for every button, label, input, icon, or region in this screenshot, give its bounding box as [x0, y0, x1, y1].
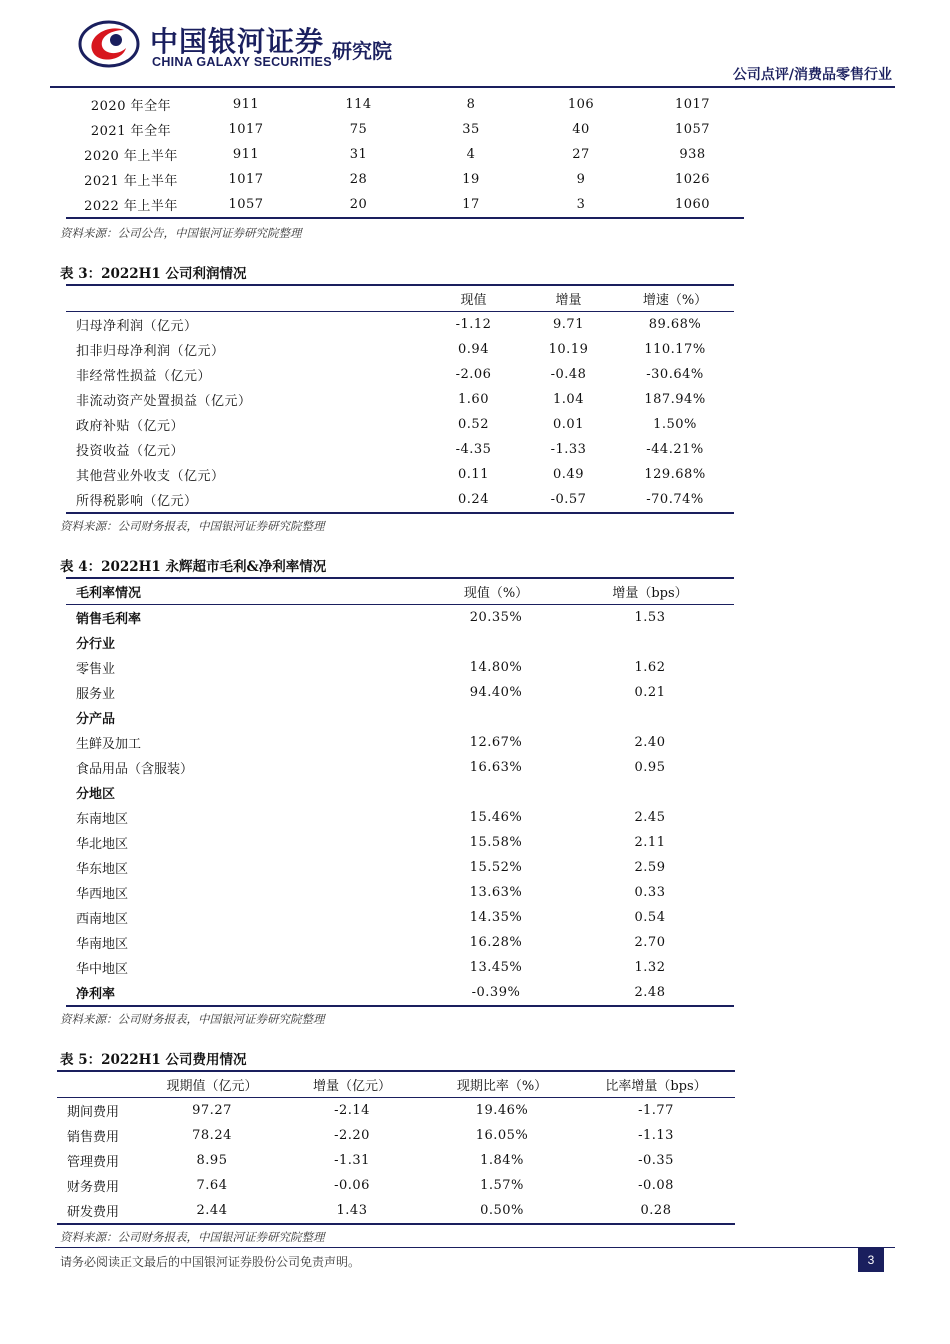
table-cell: 0.33: [634, 885, 666, 900]
brand-name-en: CHINA GALAXY SECURITIES: [152, 55, 332, 69]
table-4-header: 增量（bps）: [566, 578, 734, 605]
table-cell: 17: [462, 197, 480, 212]
table-cell: 1.60: [458, 392, 489, 407]
table-cell: -2.20: [334, 1128, 370, 1143]
table-row: [57, 1098, 735, 1124]
header-divider: [50, 86, 895, 88]
table-3-title: 表 3：2022H1 公司利润情况: [60, 266, 247, 282]
table-row: [66, 92, 744, 117]
table-5-header: 比率增量（bps）: [577, 1071, 735, 1098]
table-row: [66, 167, 744, 192]
table-cell: 1060: [674, 197, 711, 212]
table-row: [66, 192, 744, 218]
table-row: [57, 1198, 735, 1224]
table-row: [66, 337, 734, 362]
table-cell: 0.94: [458, 342, 489, 357]
table-cell: -1.77: [638, 1103, 674, 1118]
table-4-margin: [66, 577, 734, 1007]
table-cell: -1.33: [550, 442, 587, 457]
table-cell: 2.45: [634, 810, 666, 825]
row-label: 西南地区: [76, 912, 129, 927]
table-cell: 2020 年全年: [90, 99, 172, 114]
table-4-header: 现值（%）: [426, 578, 566, 605]
table-cell: -44.21%: [646, 442, 704, 457]
table-cell: 1.43: [336, 1203, 368, 1218]
table-cell: [566, 705, 734, 730]
table-cell: 14.35%: [469, 910, 523, 925]
table-2-continued: [66, 92, 744, 219]
table-cell: 13.63%: [469, 885, 523, 900]
table-5-source: 资料来源：公司财务报表，中国银河证券研究院整理: [60, 1230, 325, 1244]
table-cell: 1026: [674, 172, 711, 187]
row-label: 期间费用: [67, 1105, 120, 1120]
table-cell: 1017: [228, 172, 264, 187]
table-cell: 31: [349, 147, 368, 162]
table-cell: 0.54: [634, 910, 666, 925]
table-row: [66, 955, 734, 980]
table-cell: 2020 年上半年: [84, 149, 178, 164]
table-cell: -2.14: [334, 1103, 370, 1118]
row-label: 其他营业外收支（亿元）: [76, 469, 225, 484]
table-cell: 0.24: [458, 492, 489, 507]
table-cell: 75: [349, 122, 368, 137]
table-cell: 911: [232, 97, 260, 112]
table-cell: 19.46%: [475, 1103, 529, 1118]
table-cell: 10.19: [548, 342, 589, 357]
table-row: [66, 730, 734, 755]
table-cell: 187.94%: [644, 392, 706, 407]
table-5-expenses: [57, 1070, 735, 1225]
table-3-profit: [66, 284, 734, 514]
table-3-header: 增量: [521, 285, 616, 312]
table-cell: 20.35%: [469, 610, 523, 625]
table-row: [66, 462, 734, 487]
row-label: 所得税影响（亿元）: [76, 494, 198, 509]
table-cell: 1017: [674, 97, 711, 112]
table-cell: 110.17%: [644, 342, 706, 357]
row-label: 东南地区: [76, 812, 129, 827]
table-cell: 2021 年上半年: [84, 174, 178, 189]
table-cell: 0.50%: [480, 1203, 524, 1218]
table-3-header-row: [66, 285, 734, 312]
table-cell: 15.58%: [469, 835, 523, 850]
row-label: 管理费用: [67, 1155, 120, 1170]
row-label: 零售业: [76, 662, 116, 677]
table-cell: 911: [232, 147, 260, 162]
table-cell: 1.53: [634, 610, 666, 625]
table-2-source: 资料来源：公司公告，中国银河证券研究院整理: [60, 226, 302, 240]
table-cell: 4: [466, 147, 476, 162]
table-cell: 1.32: [634, 960, 666, 975]
table-cell: 9.71: [553, 317, 584, 332]
table-row: [66, 805, 734, 830]
table-cell: 2.40: [634, 735, 666, 750]
table-row: [66, 655, 734, 680]
table-cell: -1.12: [455, 317, 492, 332]
table-cell: 9: [576, 172, 586, 187]
table-row: [66, 680, 734, 705]
table-cell: 89.68%: [648, 317, 702, 332]
table-cell: 13.45%: [469, 960, 523, 975]
table-cell: 16.28%: [469, 935, 523, 950]
table-cell: 15.52%: [469, 860, 523, 875]
table-row: [66, 630, 734, 655]
table-row: [66, 312, 734, 338]
table-cell: 14.80%: [469, 660, 523, 675]
table-5-header-row: [57, 1071, 735, 1098]
row-label: 华北地区: [76, 837, 129, 852]
table-cell: -70.74%: [646, 492, 704, 507]
institute-label: 研究院: [332, 39, 392, 63]
table-cell: 94.40%: [469, 685, 523, 700]
table-cell: 1.50%: [653, 417, 697, 432]
table-row: [66, 905, 734, 930]
row-label: 食品用品（含服装）: [76, 762, 194, 777]
report-category: 公司点评/消费品零售行业: [732, 67, 892, 83]
row-label: 研发费用: [67, 1205, 120, 1220]
table-cell: -1.31: [334, 1153, 370, 1168]
table-cell: 1.04: [553, 392, 584, 407]
row-label: 非流动资产处置损益（亿元）: [76, 394, 252, 409]
table-cell: 78.24: [192, 1128, 232, 1143]
table-cell: 114: [345, 97, 372, 112]
table-cell: 1.84%: [480, 1153, 524, 1168]
row-label: 投资收益（亿元）: [76, 444, 185, 459]
table-cell: -0.57: [550, 492, 587, 507]
table-cell: 2.48: [634, 985, 666, 1000]
row-label: 服务业: [76, 687, 116, 702]
table-5-header: [57, 1071, 147, 1098]
table-cell: 129.68%: [644, 467, 706, 482]
row-label: 华中地区: [76, 962, 129, 977]
table-cell: 28: [349, 172, 368, 187]
table-row: [66, 855, 734, 880]
table-cell: 40: [572, 122, 590, 137]
table-cell: 27: [572, 147, 590, 162]
table-row: [66, 387, 734, 412]
table-cell: 2.44: [196, 1203, 228, 1218]
page-number: 3: [858, 1248, 884, 1272]
table-row: [66, 487, 734, 513]
table-4-title: 表 4：2022H1 永辉超市毛利&净利率情况: [60, 559, 327, 575]
table-row: [57, 1123, 735, 1148]
row-label: 归母净利润（亿元）: [76, 319, 198, 334]
table-3-header: 现值: [426, 285, 521, 312]
table-cell: 16.05%: [475, 1128, 529, 1143]
brand-name-cn: 中国银河证券: [150, 25, 325, 58]
table-row: [66, 755, 734, 780]
table-cell: 97.27: [192, 1103, 232, 1118]
table-cell: 0.95: [634, 760, 666, 775]
table-4-header-row: [66, 578, 734, 605]
table-row: [66, 830, 734, 855]
table-cell: 0.49: [553, 467, 584, 482]
table-cell: 2021 年全年: [90, 124, 172, 139]
table-cell: -1.13: [638, 1128, 674, 1143]
table-cell: [426, 630, 566, 655]
table-cell: 35: [462, 122, 480, 137]
table-cell: 2022 年上半年: [84, 199, 178, 214]
table-cell: 20: [349, 197, 368, 212]
row-label: 华西地区: [76, 887, 129, 902]
table-row: [57, 1173, 735, 1198]
row-label: 华南地区: [76, 937, 129, 952]
row-label: 分行业: [76, 637, 116, 652]
row-label: 净利率: [76, 987, 116, 1002]
table-cell: -0.39%: [471, 985, 521, 1000]
table-cell: 16.63%: [469, 760, 523, 775]
table-row: [66, 412, 734, 437]
table-cell: [426, 705, 566, 730]
table-row: [66, 117, 744, 142]
table-cell: 2.70: [634, 935, 666, 950]
row-label: 华东地区: [76, 862, 129, 877]
row-label: 财务费用: [67, 1180, 120, 1195]
table-row: [66, 980, 734, 1006]
table-cell: 8: [466, 97, 476, 112]
table-3-header: [66, 285, 426, 312]
table-cell: 8.95: [196, 1153, 228, 1168]
table-row: [66, 362, 734, 387]
table-5-header: 现期值（亿元）: [147, 1071, 277, 1098]
table-cell: -4.35: [455, 442, 492, 457]
table-cell: 1.62: [634, 660, 666, 675]
galaxy-logo-icon: [78, 18, 140, 70]
table-cell: 0.52: [458, 417, 489, 432]
table-cell: 2.11: [634, 835, 666, 850]
table-row: [66, 605, 734, 631]
table-cell: 106: [567, 97, 595, 112]
table-cell: 7.64: [196, 1178, 228, 1193]
table-4-source: 资料来源：公司财务报表，中国银河证券研究院整理: [60, 1012, 325, 1026]
table-row: [66, 437, 734, 462]
table-5-title: 表 5：2022H1 公司费用情况: [60, 1052, 247, 1068]
table-cell: 1017: [228, 122, 264, 137]
table-cell: 15.46%: [469, 810, 523, 825]
row-label: 分地区: [76, 787, 116, 802]
table-4-header: 毛利率情况: [66, 578, 426, 605]
table-cell: 0.01: [553, 417, 584, 432]
row-label: 扣非归母净利润（亿元）: [76, 344, 225, 359]
table-cell: -0.35: [638, 1153, 674, 1168]
table-cell: -2.06: [455, 367, 492, 382]
table-row: [66, 930, 734, 955]
row-label: 分产品: [76, 712, 116, 727]
table-row: [57, 1148, 735, 1173]
table-row: [66, 705, 734, 730]
table-cell: 938: [679, 147, 706, 162]
table-cell: [426, 780, 566, 805]
table-cell: 3: [576, 197, 586, 212]
row-label: 销售毛利率: [76, 612, 142, 627]
table-cell: 2.59: [634, 860, 666, 875]
table-cell: 1057: [674, 122, 711, 137]
table-cell: -30.64%: [646, 367, 704, 382]
table-cell: 0.11: [458, 467, 489, 482]
table-3-source: 资料来源：公司财务报表，中国银河证券研究院整理: [60, 519, 325, 533]
table-5-header: 现期比率（%）: [427, 1071, 577, 1098]
row-label: 非经常性损益（亿元）: [76, 369, 212, 384]
table-3-header: 增速（%）: [616, 285, 734, 312]
table-cell: -0.06: [334, 1178, 370, 1193]
table-row: [66, 780, 734, 805]
table-cell: 0.21: [634, 685, 666, 700]
table-cell: 1.57%: [480, 1178, 524, 1193]
table-cell: -0.08: [638, 1178, 674, 1193]
row-label: 政府补贴（亿元）: [76, 419, 185, 434]
table-row: [66, 880, 734, 905]
table-cell: [566, 780, 734, 805]
table-5-header: 增量（亿元）: [277, 1071, 427, 1098]
footer-disclaimer: 请务必阅读正文最后的中国银河证券股份公司免责声明。: [60, 1255, 361, 1269]
table-cell: [566, 630, 734, 655]
table-row: [66, 142, 744, 167]
table-cell: 19: [462, 172, 480, 187]
table-cell: 12.67%: [469, 735, 523, 750]
table-cell: 1057: [228, 197, 264, 212]
table-cell: 0.28: [640, 1203, 672, 1218]
footer-divider: [55, 1247, 895, 1248]
table-cell: -0.48: [550, 367, 587, 382]
row-label: 销售费用: [67, 1130, 120, 1145]
row-label: 生鲜及加工: [76, 737, 142, 752]
